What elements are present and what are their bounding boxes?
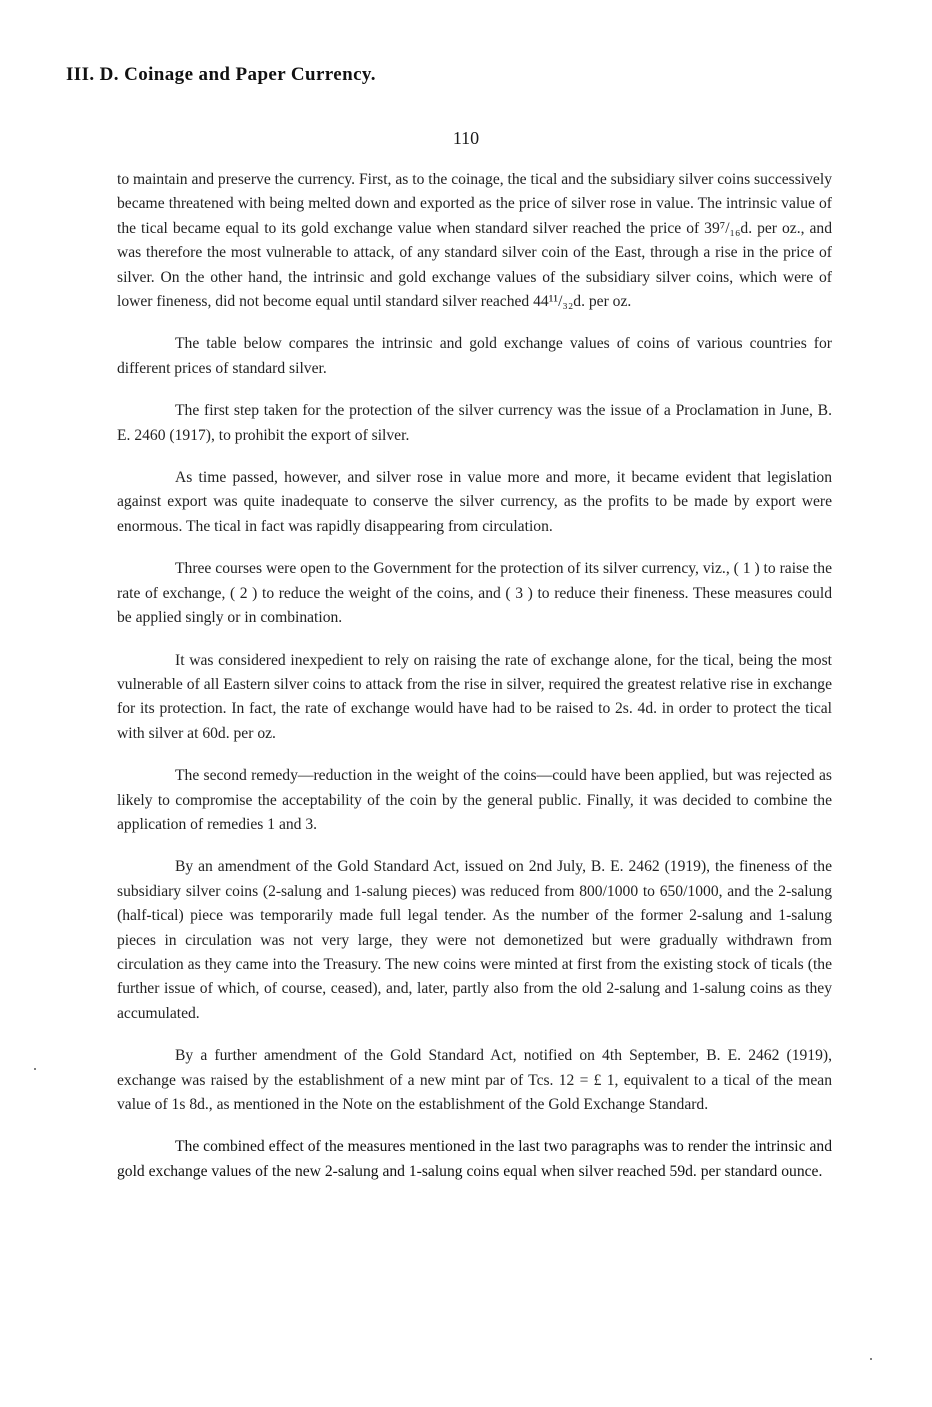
section-header: III. D. Coinage and Paper Currency. xyxy=(66,64,376,85)
page-number: 110 xyxy=(452,128,480,148)
paragraph-8: By an amendment of the Gold Standard Act, issued on 2nd July, B. E. 2462 (1919), the fineness of the subsidiary silver coins (2-salung and 1-salung pieces) was reduced from 800/1000 to 650/1000, and the 2-salung (half-tical) piece was temporarily made full legal tender. As the number of the former 2-salung and 1-salung pieces in circulation was not very large, they were not demonetized but were gradually withdrawn from circulation as they came into the Treasury. The new coins were minted at first from the existing stock of ticals (the further issue of which, of course, ceased), and, later, partly also from the old 2-salung and 1-salung coins as they accumulated. xyxy=(117,858,832,1022)
paragraph-10: The combined effect of the measures mentioned in the last two paragraphs was to render the intrinsic and gold exchange values of the new 2-salung and 1-salung coins equal when silver reached 59d. per standard ounce. xyxy=(117,1138,832,1180)
paragraph-7: The second remedy—reduction in the weight of the coins—could have been applied, but was rejected as likely to compromise the acceptability of the coin by the general public. Finally, it was decided to combine the application of remedies 1 and 3. xyxy=(117,767,832,833)
paragraph-3: The first step taken for the protection of the silver currency was the issue of a Proclamation in June, B. E. 2460 (1917), to prohibit the export of silver. xyxy=(117,402,832,444)
paragraph-6: It was considered inexpedient to rely on raising the rate of exchange alone, for the tical, being the most vulnerable of all Eastern silver coins to attack from the rise in silver, required the greatest relative rise in exchange for its protection. In fact, the rate of exchange would have had to be raised to 2s. 4d. in order to protect the tical with silver at 60d. per oz. xyxy=(117,651,832,742)
paragraph-4: As time passed, however, and silver rose in value more and more, it became evident that legislation against export was quite inadequate to conserve the silver currency, as the profits to be made by export were enormous. The tical in fact was rapidly disappearing from circulation. xyxy=(117,469,832,535)
body-text xyxy=(117,168,832,1202)
paragraph-9: By a further amendment of the Gold Standard Act, notified on 4th September, B. E. 2462 (1919), exchange was raised by the establishment of a new mint par of Tcs. 12 = £ 1, equivalent to a tical of the mean value of 1s 8d., as mentioned in the Note on the establishment of the Gold Exchange Standard. xyxy=(117,1047,832,1113)
paragraph-1: to maintain and preserve the currency. First, as to the coinage, the tical and the subsidiary silver coins successively became threatened with being melted down and exported as the price of silver rose in value. The intrinsic value of the tical became equal to its gold exchange value when standard silver reached the price of 39⁷/₁₆d. per oz., and was therefore the most vulnerable to attack, of any standard silver coin of the East, through a rise in the price of silver. On the other hand, the intrinsic and gold exchange values of the subsidiary silver coins, which were of lower fineness, did not become equal until standard silver reached 44¹¹/₃₂d. per oz. xyxy=(117,171,832,311)
paragraph-2: The table below compares the intrinsic and gold exchange values of coins of various countries for different prices of standard silver. xyxy=(117,335,832,377)
paragraph-5: Three courses were open to the Government for the protection of its silver currency, viz., ( 1 ) to raise the rate of exchange, ( 2 ) to reduce the weight of the coins, and ( 3 ) to reduce their fineness. These measures could be applied singly or in combination. xyxy=(117,560,832,627)
scan-speck xyxy=(34,1068,36,1070)
scan-speck xyxy=(870,1358,872,1360)
